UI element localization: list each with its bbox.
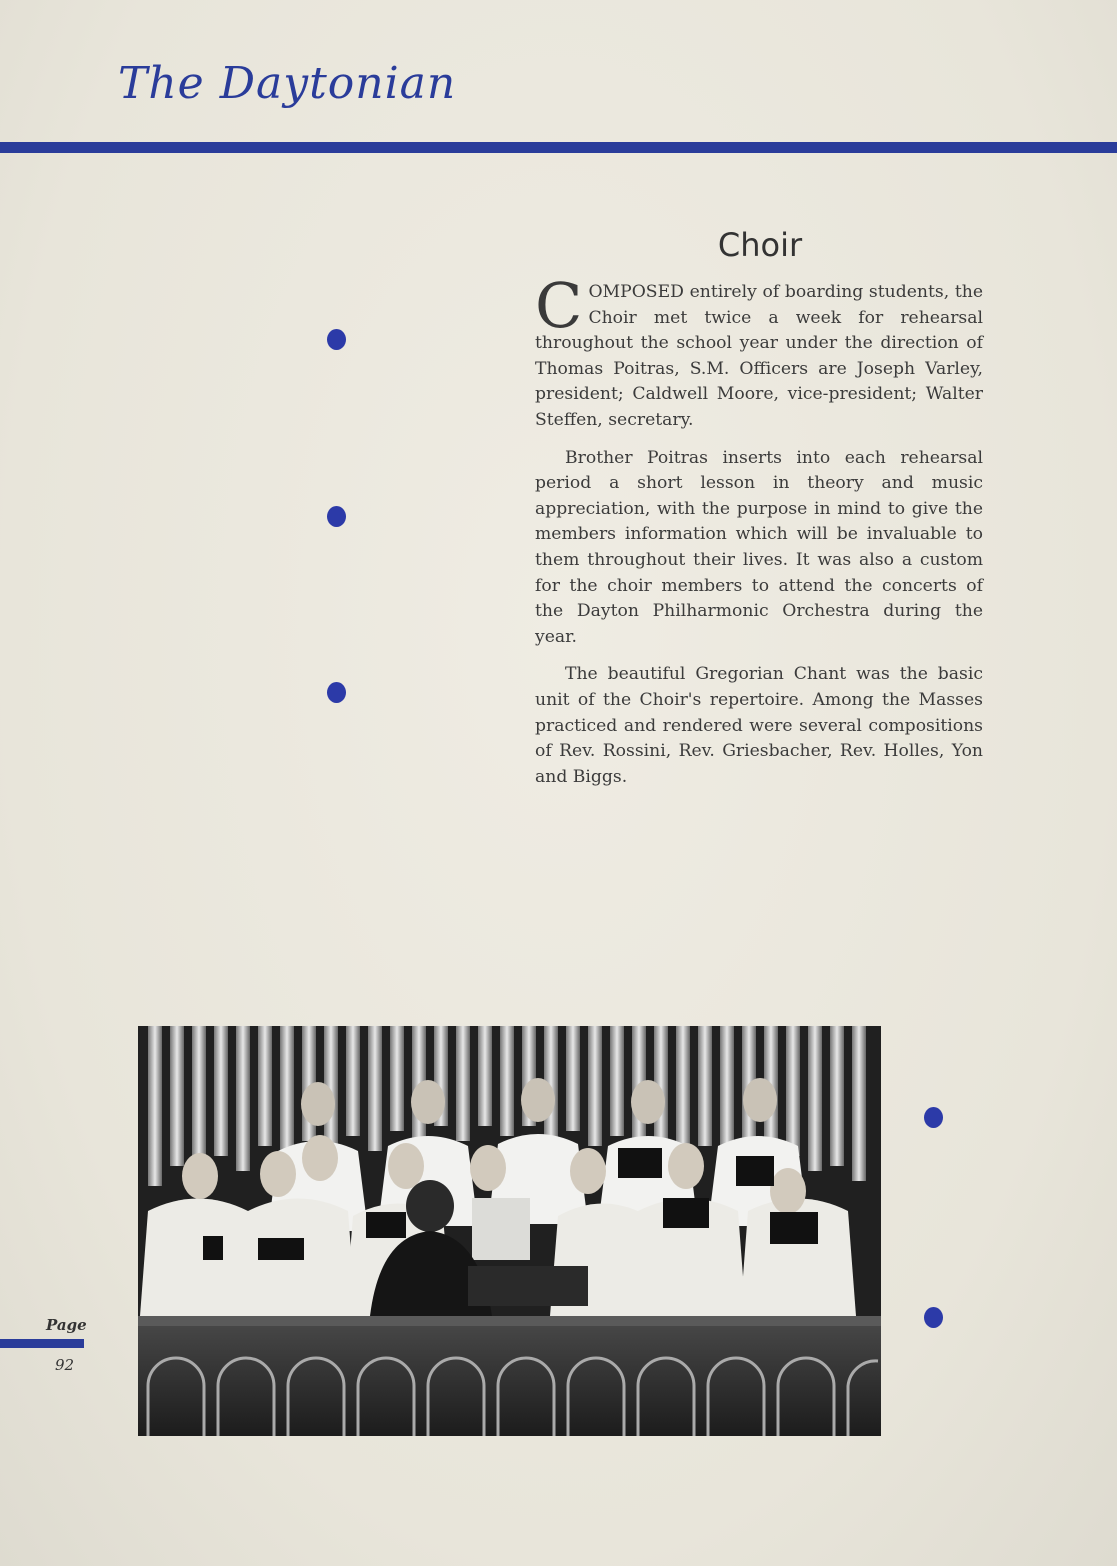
paragraph-2: Brother Poitras inserts into each rehearsal period a short lesson in theory and music appreciation, with the purpose in mind to give the members information which will be invaluable to them throughout their lives. It was also a custom for the choir members to attend the concerts of the Dayton Philharmonic Orchestra during the year. bbox=[535, 447, 983, 647]
paragraph-3: The beautiful Gregorian Chant was the basic unit of the Choir's repertoire. Among the Masses practiced and rendered were several compositions of Rev. Rossini, Rev. Griesbacher, Rev. Holles, Yon and Biggs. bbox=[535, 664, 983, 787]
decorative-dot bbox=[327, 329, 346, 350]
decorative-dot bbox=[924, 1307, 943, 1328]
paragraph-1-text: OMPOSED entirely of boarding students, the Choir met twice a week for rehearsal throughout the school year under the direction of Thomas Poitras, S.M. Officers are Joseph Varley, president; Caldwell Moore, vice-president; Walter Steffen, secretary. bbox=[535, 282, 983, 430]
masthead-title: The Daytonian bbox=[118, 58, 457, 109]
drop-cap: C bbox=[535, 269, 583, 342]
article-title: Choir bbox=[717, 226, 803, 264]
music-stand bbox=[472, 1198, 530, 1260]
page-number-rule bbox=[0, 1339, 84, 1348]
decorative-dot bbox=[327, 682, 346, 703]
choir-photo bbox=[138, 1026, 881, 1436]
page-label: Page bbox=[46, 1316, 87, 1334]
article-body bbox=[535, 269, 983, 802]
decorative-dot bbox=[924, 1107, 943, 1128]
header-rule bbox=[0, 142, 1117, 153]
choir-photo-illustration bbox=[138, 1026, 881, 1436]
organ-console bbox=[468, 1266, 588, 1306]
page-number: 92 bbox=[55, 1356, 75, 1374]
arched-railing bbox=[138, 1316, 881, 1436]
paragraph-1 bbox=[535, 269, 983, 434]
decorative-dot bbox=[327, 506, 346, 527]
